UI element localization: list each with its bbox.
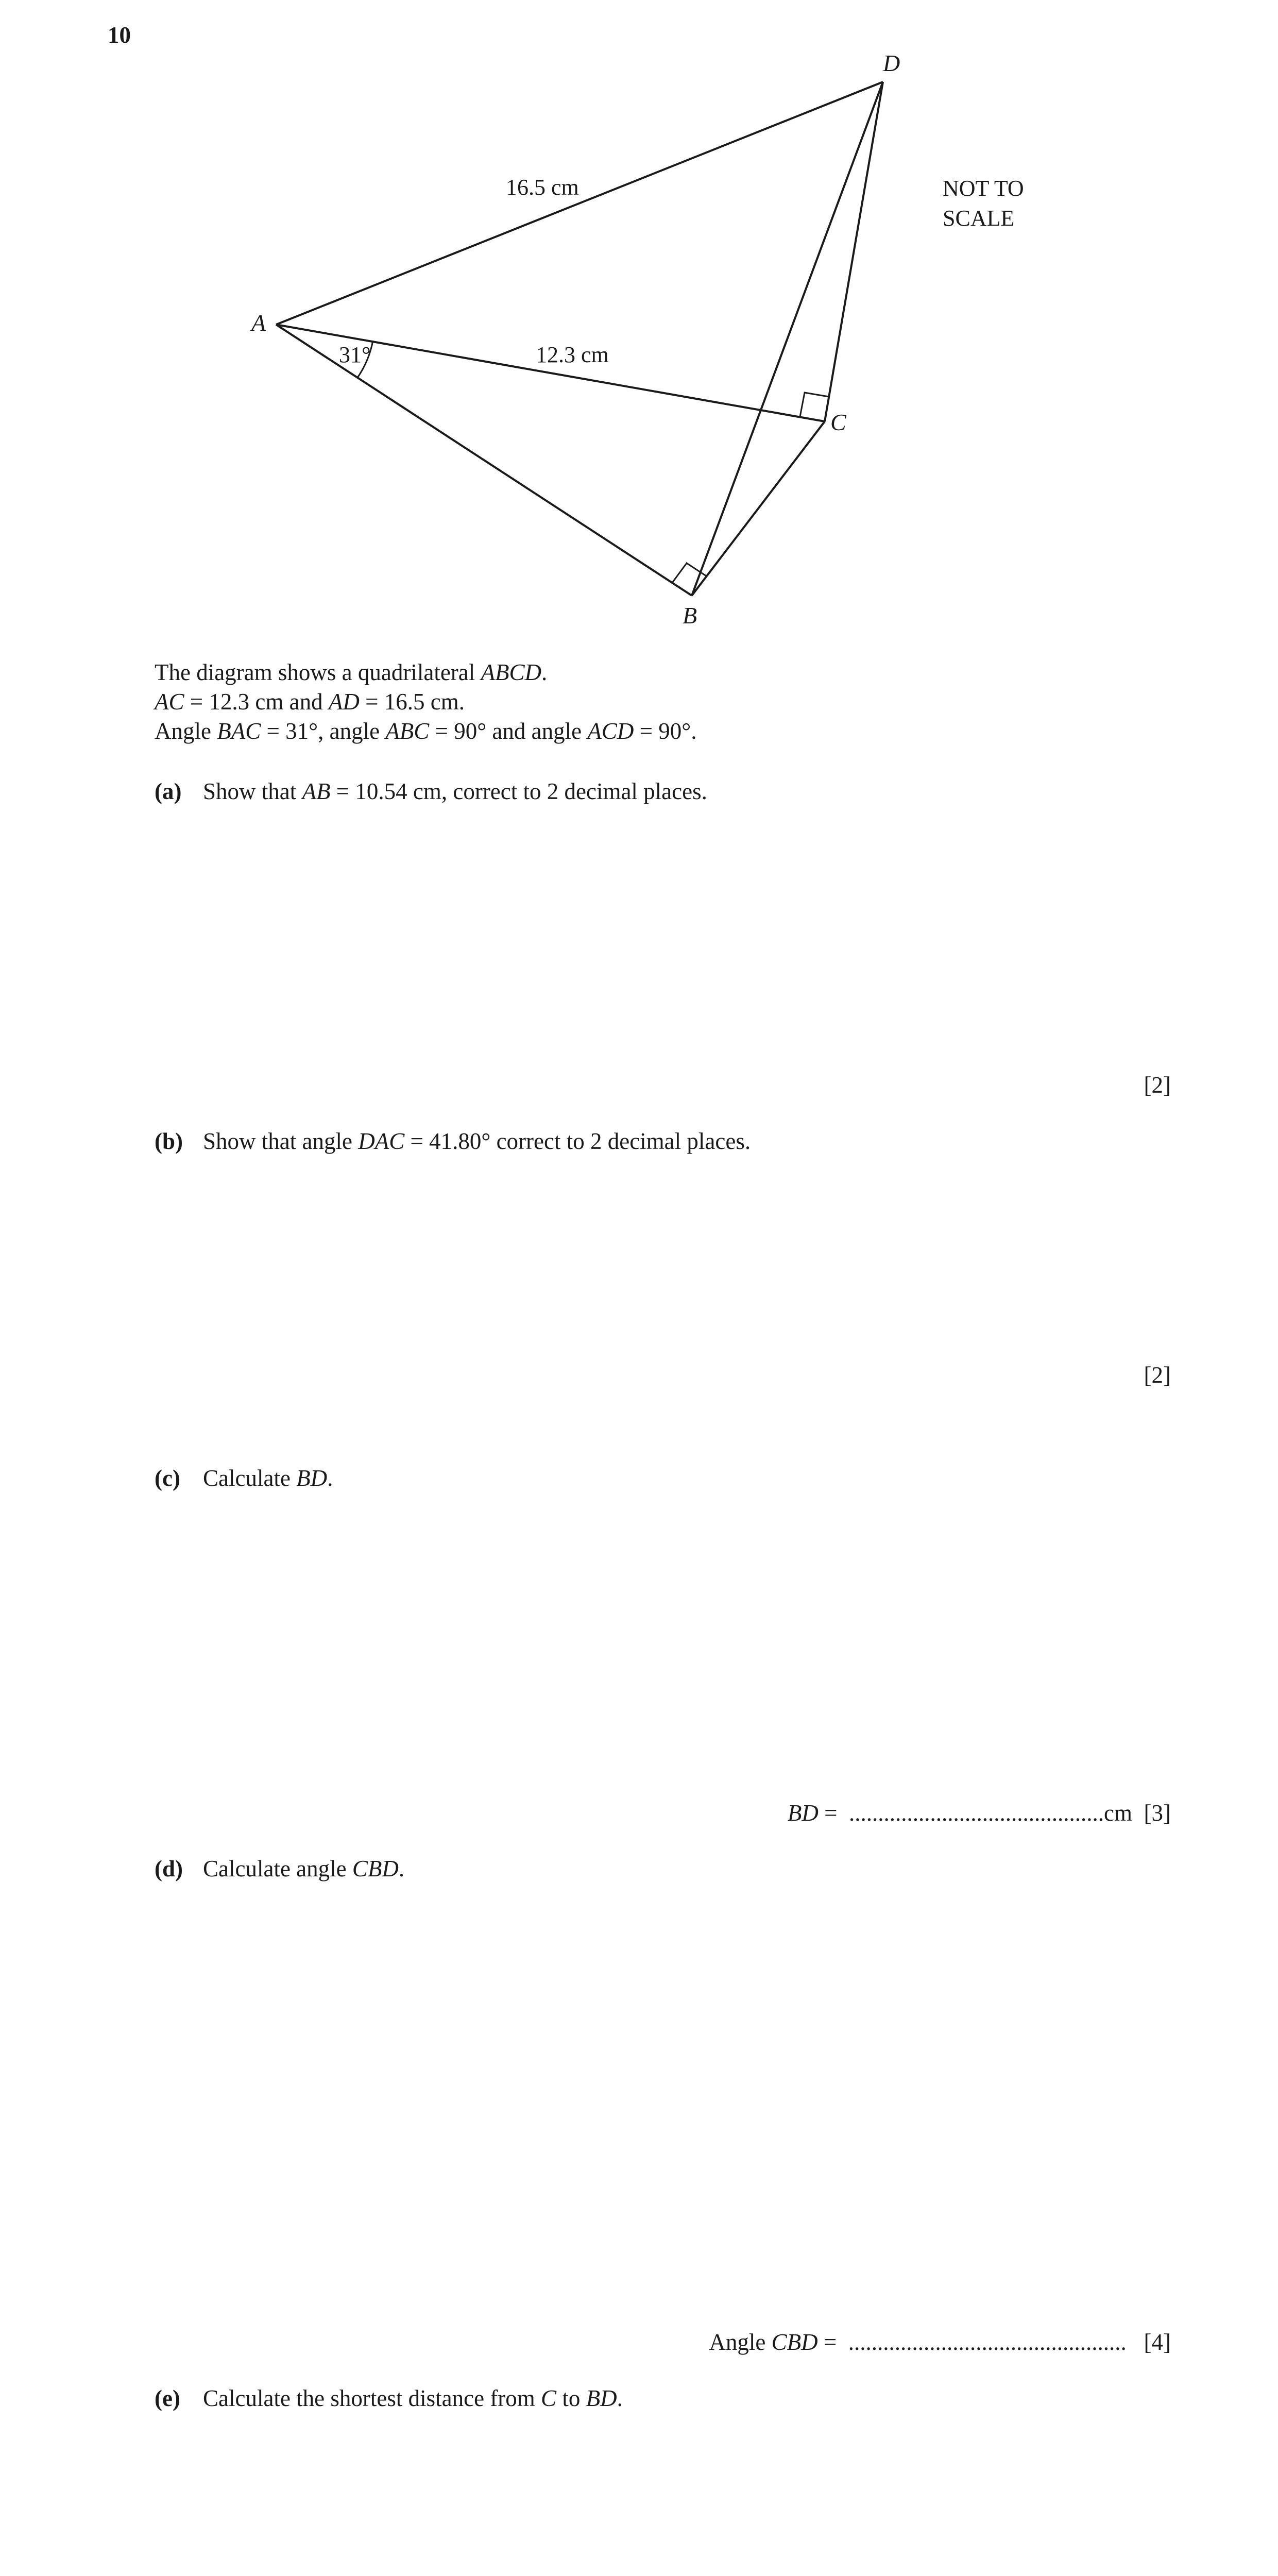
- part-c-answer-blank[interactable]: ............................................: [849, 1800, 1104, 1826]
- stem-line-1: The diagram shows a quadrilateral ABCD.: [155, 659, 548, 685]
- part-d-answer-line: Angle CBD = ................................................ [4]: [709, 2329, 1171, 2355]
- vertex-label-C: C: [830, 409, 846, 435]
- vertex-label-A: A: [251, 310, 266, 336]
- part-c-question: (c) Calculate BD.: [155, 1465, 333, 1491]
- stem-line-3: Angle BAC = 31°, angle ABC = 90° and angle ACD = 90°.: [155, 718, 697, 744]
- part-d-marks: [4]: [1144, 2329, 1171, 2355]
- angle-BAC-label: 31°: [339, 342, 371, 367]
- part-b-marks: [2]: [1144, 1362, 1171, 1388]
- stem-line-2: AC = 12.3 cm and AD = 16.5 cm.: [155, 689, 465, 715]
- part-a-marks: [2]: [1144, 1072, 1171, 1098]
- part-d-answer-blank[interactable]: ................................................: [848, 2329, 1127, 2355]
- not-to-scale-line1: NOT TO: [943, 176, 1024, 201]
- side-AD-label: 16.5 cm: [506, 175, 579, 200]
- not-to-scale-line2: SCALE: [943, 206, 1015, 231]
- side-BC: [692, 421, 825, 596]
- vertex-label-B: B: [683, 602, 697, 629]
- part-c-answer-line: BD = ............................................cm [3]: [787, 1800, 1171, 1826]
- part-b-question: (b) Show that angle DAC = 41.80° correct to 2 decimal places.: [155, 1128, 751, 1154]
- part-c-label: (c): [155, 1465, 180, 1491]
- part-c-marks: [3]: [1144, 1800, 1171, 1826]
- diagonal-DB: [692, 82, 883, 596]
- right-angle-mark-C: [800, 393, 829, 417]
- part-d-label: (d): [155, 1856, 183, 1882]
- quadrilateral-diagram: [0, 0, 1278, 649]
- side-DC: [825, 82, 883, 421]
- part-e-question: (e) Calculate the shortest distance from C to BD.: [155, 2385, 623, 2411]
- part-d-question: (d) Calculate angle CBD.: [155, 1856, 405, 1882]
- side-AC: [276, 325, 825, 421]
- vertex-label-D: D: [883, 50, 900, 76]
- part-a-label: (a): [155, 778, 182, 804]
- question-number: 10: [108, 22, 131, 48]
- side-AC-label: 12.3 cm: [536, 342, 609, 367]
- right-angle-mark-B: [672, 563, 706, 583]
- part-a-question: (a) Show that AB = 10.54 cm, correct to 2 decimal places.: [155, 778, 707, 804]
- question-stem: [155, 658, 696, 746]
- part-e-label: (e): [155, 2385, 180, 2411]
- side-AD: [276, 82, 883, 325]
- part-b-label: (b): [155, 1128, 183, 1154]
